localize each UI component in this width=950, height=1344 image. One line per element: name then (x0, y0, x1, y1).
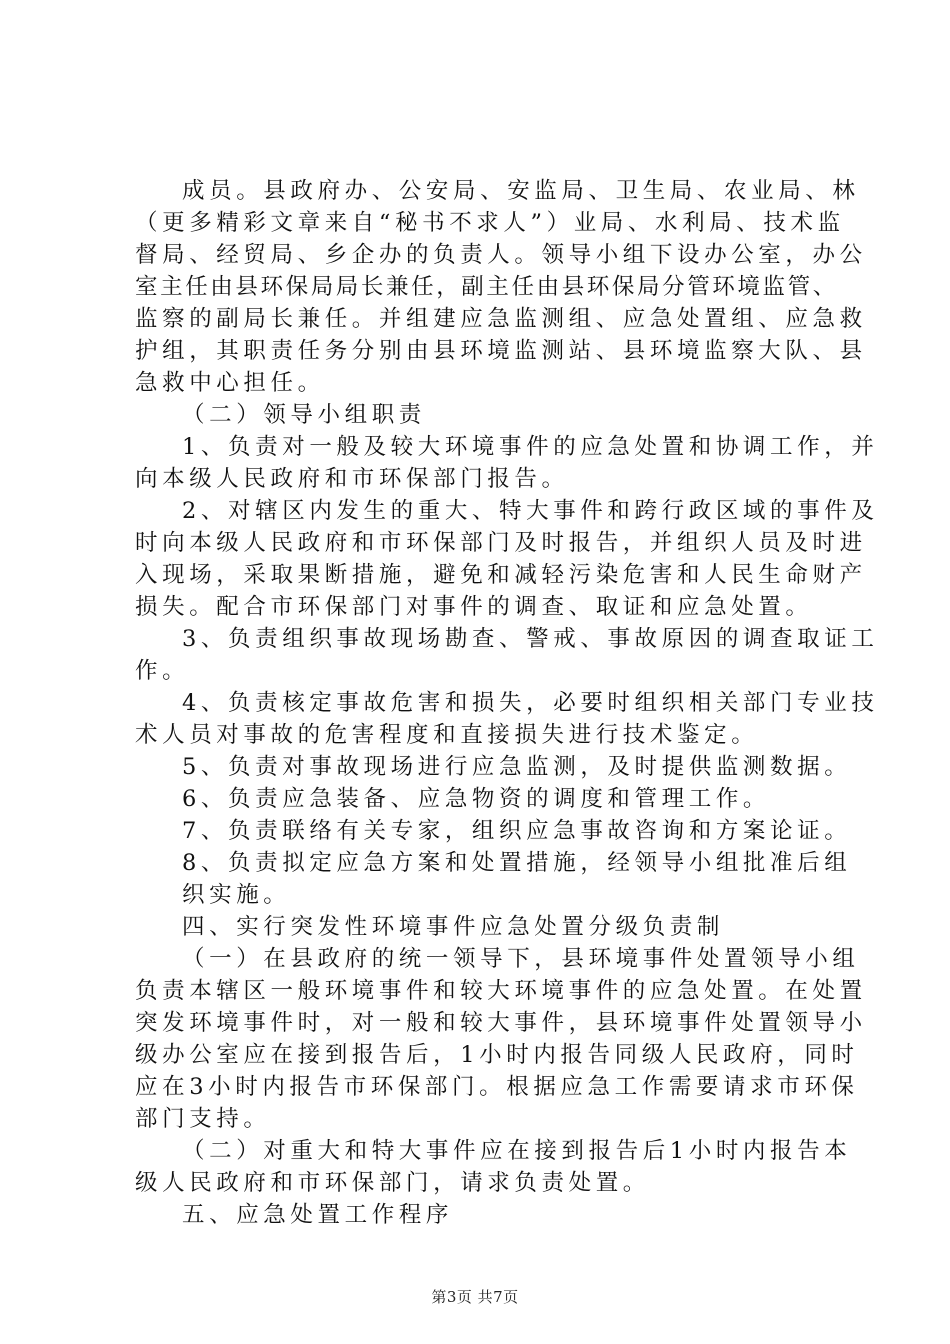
list-item: 3、负责组织事故现场勘查、警戒、事故原因的调查取证工 (182, 626, 879, 652)
text-line: 织实施。 (182, 882, 291, 908)
text-line: 作。 (135, 658, 190, 684)
list-item: 6、负责应急装备、应急物资的调度和管理工作。 (182, 786, 771, 812)
section-heading: 五、应急处置工作程序 (182, 1202, 454, 1228)
text-line: 入现场，采取果断措施，避免和减轻污染危害和人民生命财产 (135, 562, 867, 588)
list-item: 5、负责对事故现场进行应急监测，及时提供监测数据。 (182, 754, 852, 780)
text-line: 负责本辖区一般环境事件和较大环境事件的应急处置。在处置 (135, 978, 867, 1004)
list-item: 1、负责对一般及较大环境事件的应急处置和协调工作，并 (182, 434, 879, 460)
list-item: 8、负责拟定应急方案和处置措施，经领导小组批准后组 (182, 850, 852, 876)
text-line: 时向本级人民政府和市环保部门及时报告，并组织人员及时进 (135, 530, 867, 556)
text-line: （更多精彩文章来自“秘书不求人”）业局、水利局、技术监 (135, 210, 845, 236)
page-number-footer: 第3页 共7页 (431, 1288, 519, 1306)
section-heading: 四、实行突发性环境事件应急处置分级负责制 (182, 914, 725, 940)
text-line: 室主任由县环保局局长兼任，副主任由县环保局分管环境监管、 (135, 274, 838, 300)
list-item: 4、负责核定事故危害和损失，必要时组织相关部门专业技 (182, 690, 879, 716)
list-item: 7、负责联络有关专家，组织应急事故咨询和方案论证。 (182, 818, 852, 844)
text-line: 督局、经贸局、乡企办的负责人。领导小组下设办公室，办公 (135, 242, 867, 268)
text-line: 突发环境事件时，对一般和较大事件，县环境事件处置领导小 (135, 1010, 867, 1036)
text-line: （一）在县政府的统一领导下，县环境事件处置领导小组 (182, 946, 860, 972)
text-line: 向本级人民政府和市环保部门报告。 (135, 466, 569, 492)
text-line: 成员。县政府办、公安局、安监局、卫生局、农业局、林 (182, 178, 860, 204)
text-line: 护组，其职责任务分别由县环境监测站、县环境监察大队、县 (135, 338, 867, 364)
text-line: （二）对重大和特大事件应在接到报告后1小时内报告本 (182, 1138, 852, 1164)
text-line: 应在3小时内报告市环保部门。根据应急工作需要请求市环保 (135, 1074, 859, 1100)
text-line: 术人员对事故的危害程度和直接损失进行技术鉴定。 (135, 722, 759, 748)
text-line: 级办公室应在接到报告后，1小时内报告同级人民政府，同时 (135, 1042, 859, 1068)
text-line: 损失。配合市环保部门对事件的调查、取证和应急处置。 (135, 594, 813, 620)
text-line: 急救中心担任。 (135, 370, 325, 396)
text-line: 级人民政府和市环保部门，请求负责处置。 (135, 1170, 650, 1196)
list-item: 2、对辖区内发生的重大、特大事件和跨行政区域的事件及 (182, 498, 879, 524)
text-line: 监察的副局长兼任。并组建应急监测组、应急处置组、应急救 (135, 306, 867, 332)
text-line: 部门支持。 (135, 1106, 271, 1132)
section-heading: （二）领导小组职责 (182, 402, 426, 428)
